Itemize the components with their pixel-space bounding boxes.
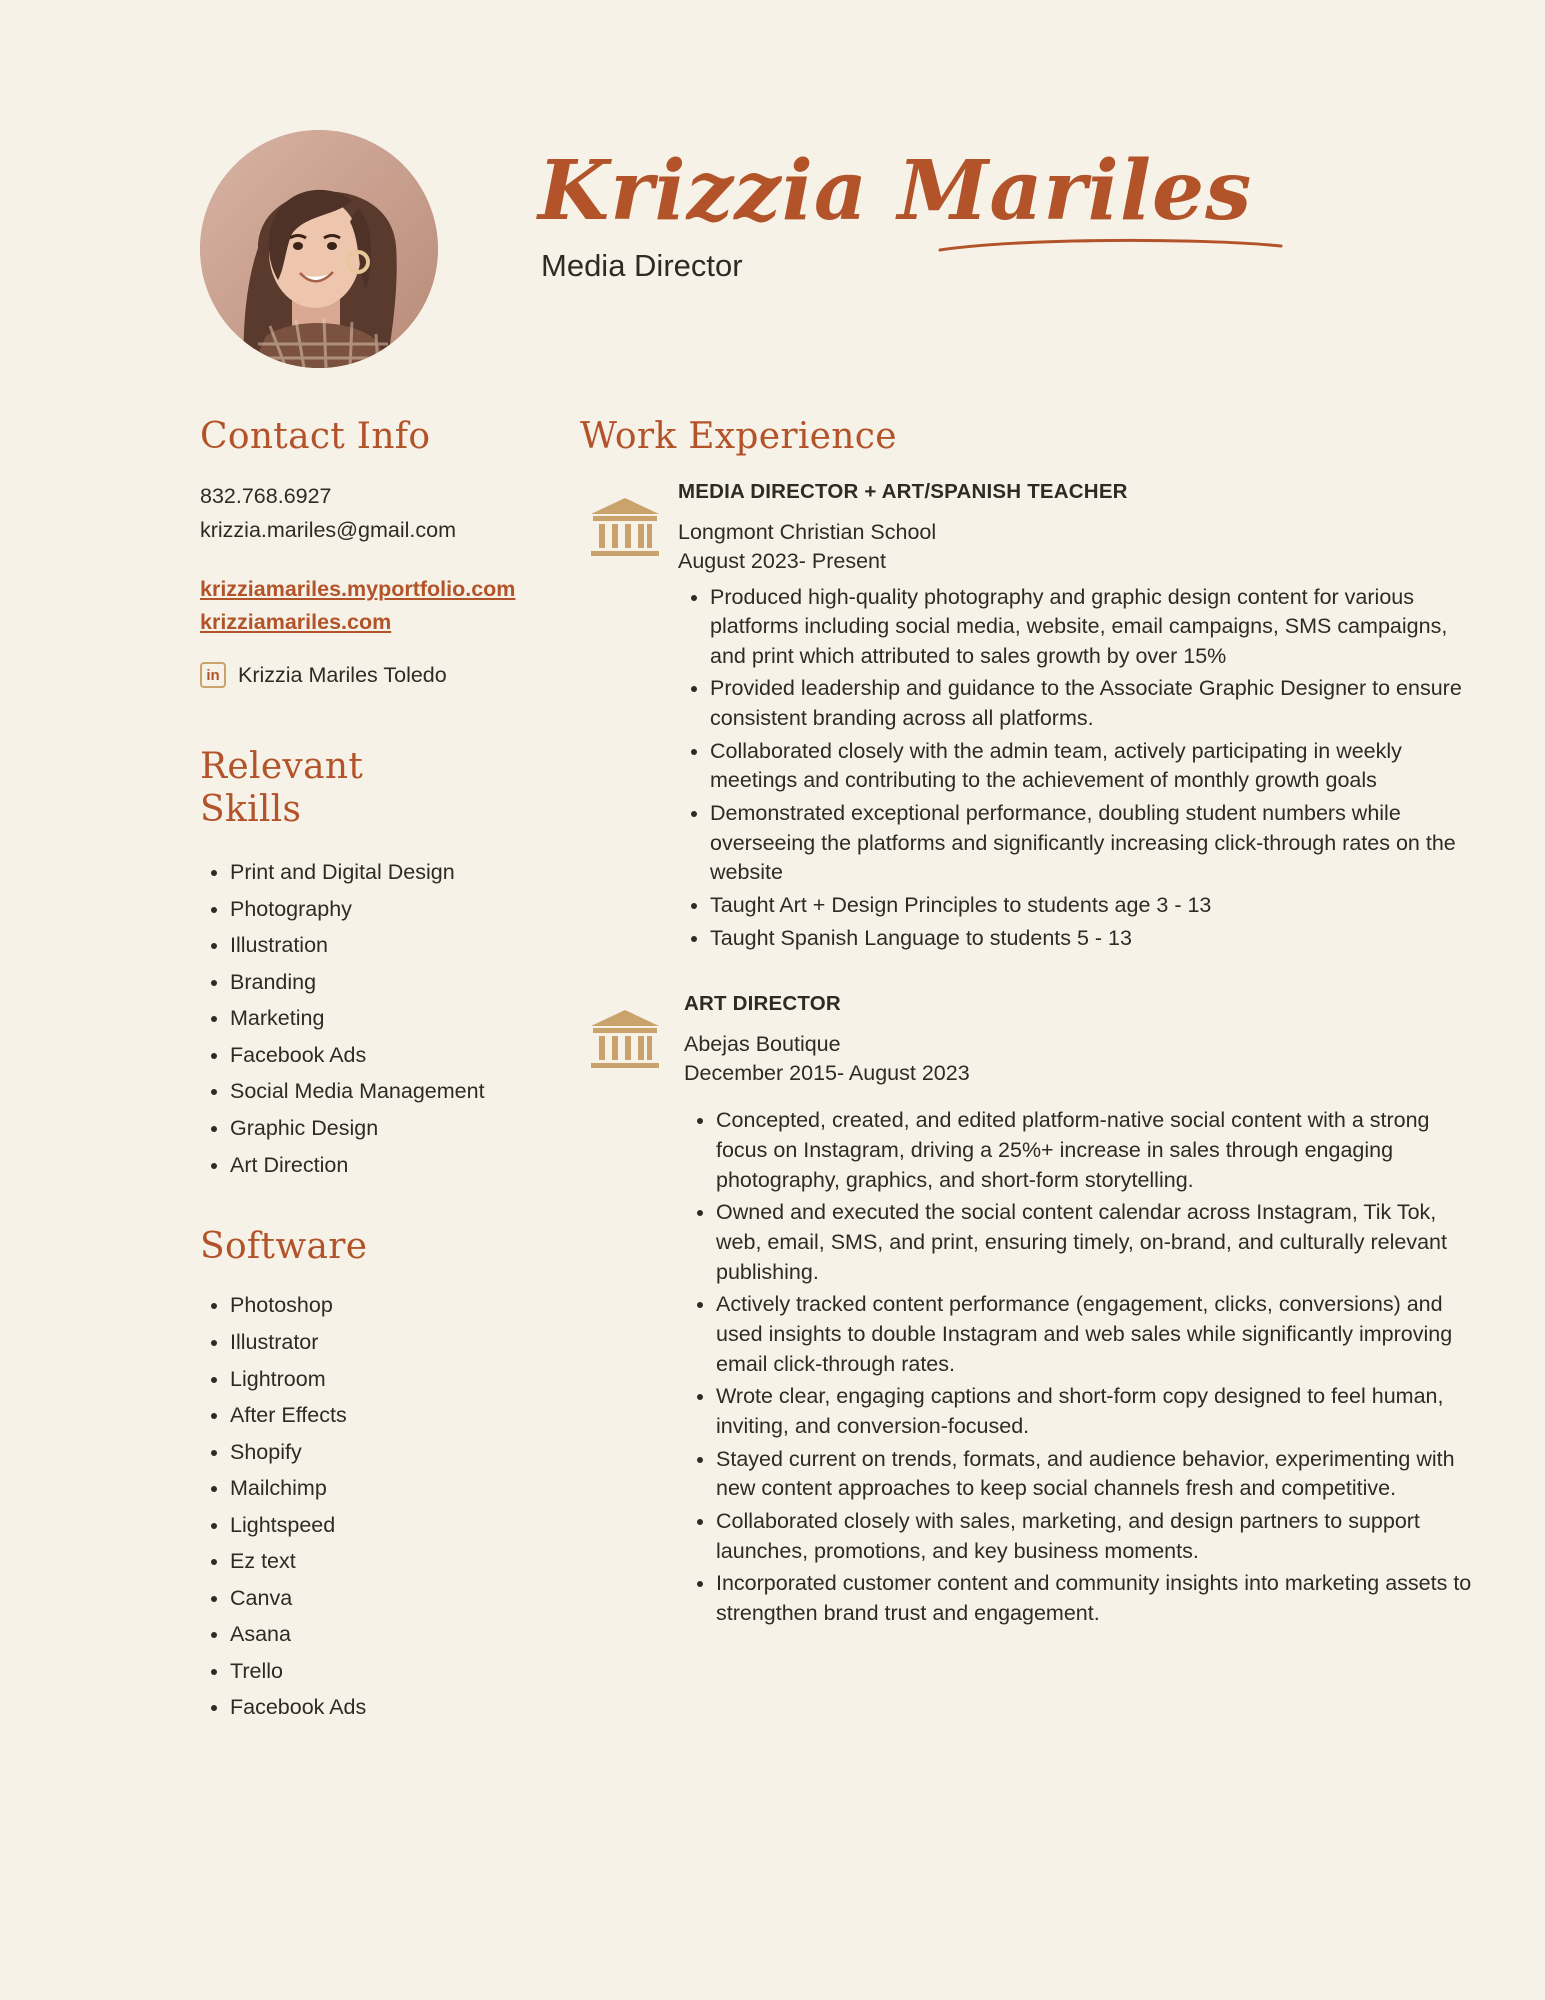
list-item: • Art Direction [230,1150,580,1181]
job-company: Abejas Boutique [684,1032,841,1057]
list-item: • Stayed current on trends, formats, and audience behavior, experimenting with new content approaches to keep social channels fresh and competitive. [716,1445,1485,1504]
list-item: • Trello [230,1656,580,1687]
contact-heading: Contact Info [200,416,431,457]
list-item: • Incorporated customer content and community insights into marketing assets to strengthen brand trust and engagement. [716,1569,1485,1628]
name-underline-flourish [938,236,1283,254]
linkedin-icon: in [200,662,226,688]
list-item: • Marketing [230,1003,580,1034]
full-name: Krizzia Mariles [538,143,1253,239]
link-personal-site[interactable]: krizziamariles.com [200,609,392,634]
right-column [580,416,1485,1729]
bank-building-icon [580,992,670,1075]
list-item: • Demonstrated exceptional performance, doubling student numbers while overseeing the platforms and significantly increasing click-through rates on the website [710,799,1485,888]
job-entry [580,992,1485,1631]
list-item: • Mailchimp [230,1473,580,1504]
list-item: • Illustrator [230,1327,580,1358]
list-item: • Taught Spanish Language to students 5 - 13 [710,924,1485,954]
job-bullet-list [684,1106,1485,1628]
list-item: • Produced high-quality photography and graphic design content for various platforms including social media, website, email campaigns, SMS campaigns, and print which attributed to sales growth by over 15% [710,583,1485,672]
list-item: • Lightspeed [230,1510,580,1541]
list-item: • Graphic Design [230,1113,580,1144]
list-item: • Branding [230,967,580,998]
job-company: Longmont Christian School [678,520,937,545]
resume-body [0,368,1545,1769]
list-item: • Owned and executed the social content calendar across Instagram, Tik Tok, web, email, SMS, and print, ensuring timely, on-brand, and culturally relevant publishing. [716,1198,1485,1287]
list-item: • Canva [230,1583,580,1614]
list-item: • Taught Art + Design Principles to students age 3 - 13 [710,891,1485,921]
left-column [200,416,580,1729]
list-item: • Provided leadership and guidance to the Associate Graphic Designer to ensure consistent branding across all platforms. [710,674,1485,733]
job-subtitle: Media Director [541,248,743,283]
job-dates: December 2015- August 2023 [684,1061,970,1086]
link-portfolio[interactable]: krizziamariles.myportfolio.com [200,577,516,602]
email-address: krizzia.mariles@gmail.com [200,517,456,542]
software-list [200,1290,580,1722]
phone-number: 832.768.6927 [200,484,332,509]
resume-header [0,0,1545,368]
job-title: MEDIA DIRECTOR + ART/SPANISH TEACHER [678,480,1128,504]
skills-list [200,857,580,1180]
list-item: • Facebook Ads [230,1040,580,1071]
job-bullet-list [678,583,1485,954]
portfolio-links [200,573,580,638]
bank-building-icon [580,480,670,563]
linkedin-row[interactable] [200,662,580,688]
list-item: • After Effects [230,1400,580,1431]
list-item: • Photography [230,894,580,925]
job-details [670,992,1485,1631]
list-item: • Facebook Ads [230,1692,580,1723]
list-item: • Collaborated closely with sales, marketing, and design partners to support launches, promotions, and key business moments. [716,1507,1485,1566]
job-entry [580,480,1485,956]
job-title: ART DIRECTOR [684,992,841,1016]
name-block [538,130,1283,284]
list-item: • Lightroom [230,1364,580,1395]
avatar [200,130,438,368]
list-item: • Asana [230,1619,580,1650]
list-item: • Actively tracked content performance (engagement, clicks, conversions) and used insights to double Instagram and web sales while significantly improving email click-through rates. [716,1290,1485,1379]
list-item: • Social Media Management [230,1076,580,1107]
list-item: • Ez text [230,1546,580,1577]
skills-heading: Relevant Skills [200,746,364,830]
list-item: • Illustration [230,930,580,961]
list-item: • Shopify [230,1437,580,1468]
list-item: • Collaborated closely with the admin team, actively participating in weekly meetings and contributing to the achievement of monthly growth goals [710,737,1485,796]
software-heading: Software [200,1226,368,1268]
list-item: • Photoshop [230,1290,580,1321]
job-details [670,480,1485,956]
linkedin-name: Krizzia Mariles Toledo [238,662,447,687]
list-item: • Concepted, created, and edited platform-native social content with a strong focus on Instagram, driving a 25%+ increase in sales through engaging photography, graphics, and short-form storytelling. [716,1106,1485,1195]
list-item: • Wrote clear, engaging captions and short-form copy designed to feel human, inviting, and conversion-focused. [716,1382,1485,1441]
list-item: • Print and Digital Design [230,857,580,888]
work-experience-heading: Work Experience [580,416,897,457]
job-dates: August 2023- Present [678,549,886,574]
